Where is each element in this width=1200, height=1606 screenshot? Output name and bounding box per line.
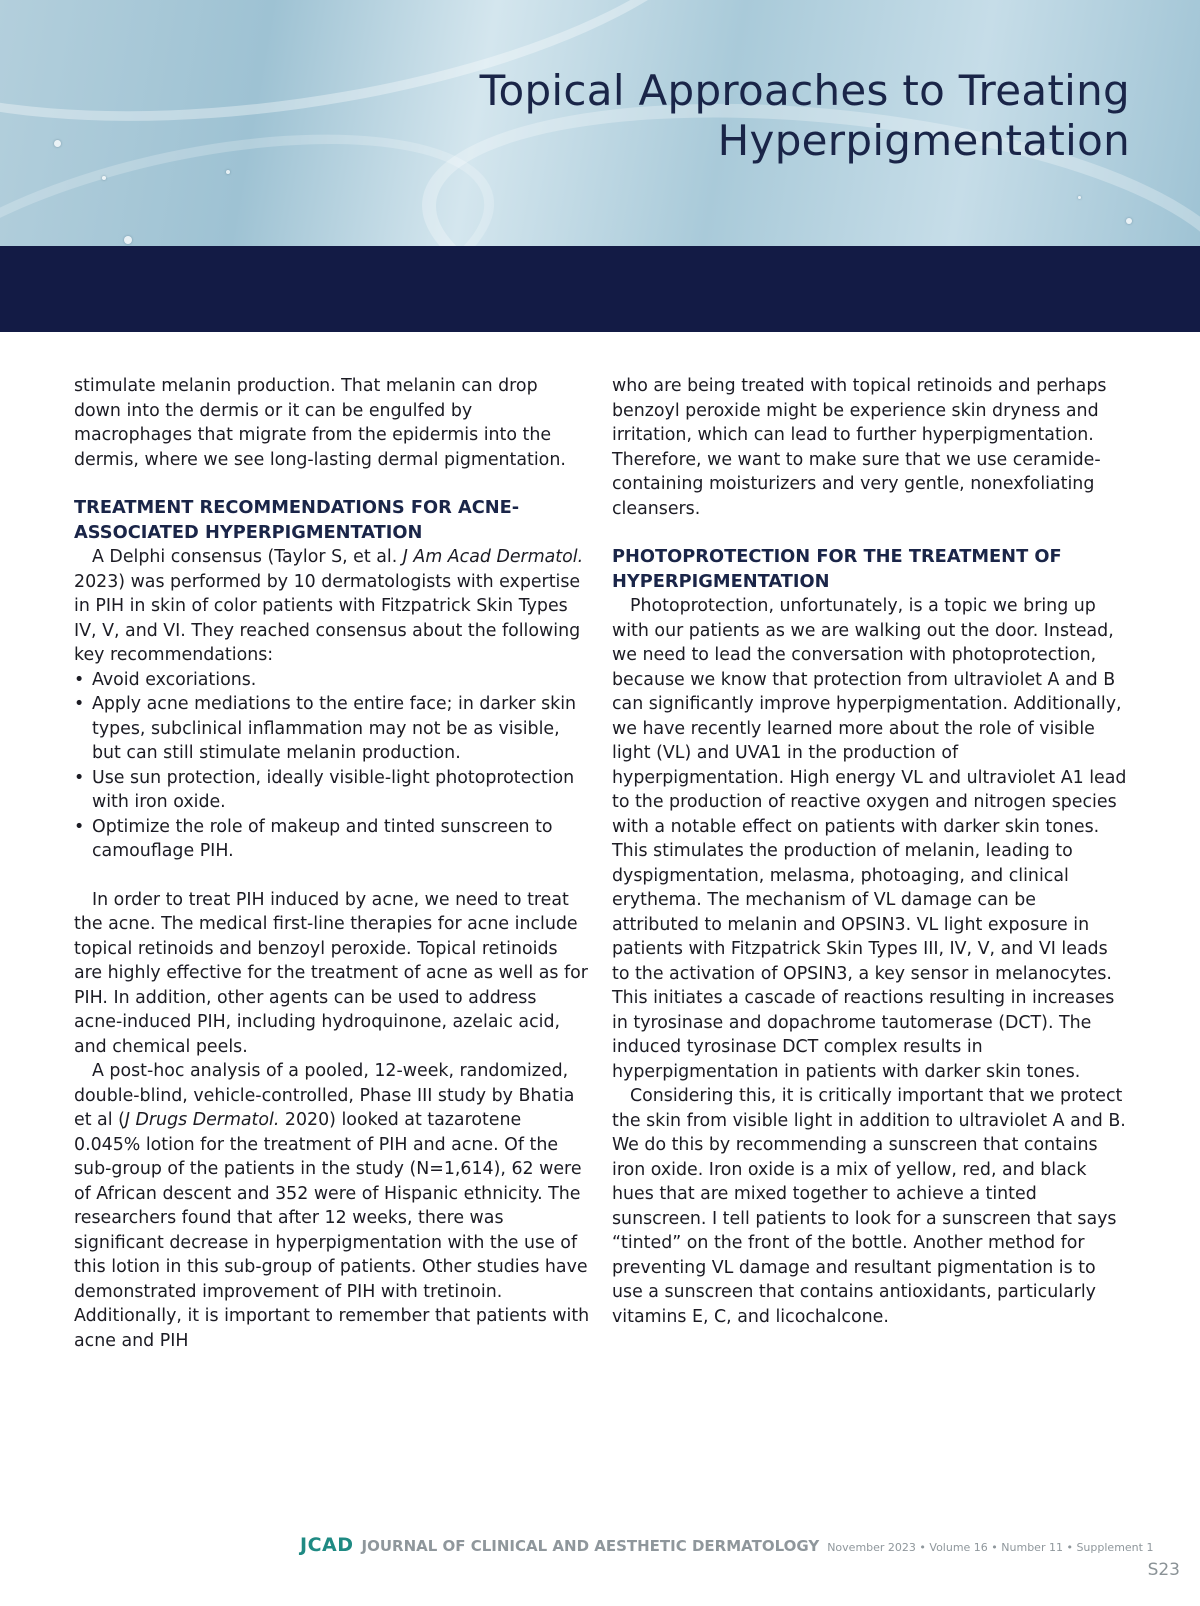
posthoc-citation: J Drugs Dermatol. (124, 1110, 280, 1130)
navy-band (0, 246, 1200, 332)
section-heading-acne: TREATMENT RECOMMENDATIONS FOR ACNE-ASSOCIATED HYPERPIGMENTATION (74, 497, 520, 543)
posthoc-paragraph (74, 1059, 590, 1353)
delphi-text-end: 2023) was performed by 10 dermatologists with expertise in PIH in skin of color patients with Fitzpatrick Skin Types IV, V, and VI. They reached consensus about the following key recommendations: (74, 571, 581, 665)
water-droplet (1078, 196, 1081, 199)
right-column (612, 374, 1128, 1329)
iron-oxide-paragraph: Considering this, it is critically important that we protect the skin from visible light in addition to ultraviolet A and B. We do this by recommending a sunscreen that contains iron oxide. Iron oxide is a mix of yellow, red, and black hues that are mixed together to achieve a tinted sunscreen. I tell patients to look for a sunscreen that says “tinted” on the front of the bottle. Another method for preventing VL damage and resultant pigmentation is to use a sunscreen that contains antioxidants, particularly vitamins E, C, and licochalcone. (612, 1086, 1126, 1327)
title-line-2: Hyperpigmentation (717, 116, 1130, 165)
header-banner (0, 0, 1200, 246)
photoprotection-paragraph: Photoprotection, unfortunately, is a topic we bring up with our patients as we are walking out the door. Instead, we need to lead the conversation with photoprotection, because we know that protection from ultraviolet A and B can significantly improve hyperpigmentation. Additionally, we have recently learned more about the role of visible light (VL) and UVA1 in the production of hyperpigmentation. High energy VL and ultraviolet A1 lead to the production of reactive oxygen and nitrogen species with a notable effect on patients with darker skin tones. This stimulates the production of melanin, leading to dyspigmentation, melasma, photoaging, and clinical erythema. The mechanism of VL damage can be attributed to melanin and OPSIN3. VL light exposure in patients with Fitzpatrick Skin Types III, IV, V, and VI leads to the activation of OPSIN3, a key sensor in melanocytes. This initiates a cascade of reactions resulting in increases in tyrosinase and dopachrome tautomerase (DCT). The induced tyrosinase DCT complex results in hyperpigmentation in patients with darker skin tones. (612, 596, 1127, 1082)
list-item: • Optimize the role of makeup and tinted sunscreen to camouflage PIH. (74, 815, 590, 864)
journal-footer (300, 1534, 1154, 1556)
title-line-1: Topical Approaches to Treating (479, 66, 1130, 115)
right-intro-paragraph: who are being treated with topical retinoids and perhaps benzoyl peroxide might be experience skin dryness and irritation, which can lead to further hyperpigmentation. Therefore, we want to make sure that we use ceramide-containing moisturizers and very gentle, nonexfoliating cleansers. (612, 376, 1107, 519)
issue-info: November 2023 • Volume 16 • Number 11 • Supplement 1 (827, 1541, 1154, 1554)
water-droplet (1126, 218, 1132, 224)
recommendations-list (74, 668, 590, 864)
posthoc-text-end: 2020) looked at tazarotene 0.045% lotion for the treatment of PIH and acne. Of the sub-group of the patients in the study (N=1,614), 62 were of African descent and 352 were of Hispanic ethnicity. The researchers found that after 12 weeks, there was significant decrease in hyperpigmentation with the use of this lotion in this sub-group of patients. Other studies have demonstrated improvement of PIH with tretinoin. Additionally, it is important to remember that patients with acne and PIH (74, 1110, 590, 1351)
posthoc-text-start: A post-hoc analysis of a pooled, 12-week, randomized, double-blind, vehicle-controlled, Phase III study by Bhatia et al ( (74, 1061, 575, 1130)
water-droplet (54, 140, 61, 147)
water-droplet (102, 176, 106, 180)
journal-name: JOURNAL OF CLINICAL AND AESTHETIC DERMATOLOGY (361, 1537, 820, 1555)
left-column (74, 374, 590, 1353)
page-number: S23 (1147, 1560, 1180, 1580)
delphi-text-start: A Delphi consensus (Taylor S, et al. (92, 547, 403, 567)
water-droplet (226, 170, 230, 174)
page-title (480, 66, 1130, 166)
journal-logo: JCAD (300, 1534, 354, 1556)
left-intro-paragraph: stimulate melanin production. That melanin can drop down into the dermis or it can be engulfed by macrophages that migrate from the epidermis into the dermis, where we see long-lasting dermal pigmentation. (74, 376, 566, 470)
section-heading-photoprotection: PHOTOPROTECTION FOR THE TREATMENT OF HYPERPIGMENTATION (612, 546, 1062, 592)
delphi-citation: J Am Acad Dermatol. (402, 547, 584, 567)
list-item: • Avoid excoriations. (74, 668, 590, 693)
delphi-paragraph (74, 545, 590, 668)
list-item: • Use sun protection, ideally visible-light photoprotection with iron oxide. (74, 766, 590, 815)
water-droplet (124, 236, 132, 244)
list-item: • Apply acne mediations to the entire face; in darker skin types, subclinical inflammation may not be as visible, but can still stimulate melanin production. (74, 692, 590, 766)
acne-treatment-paragraph: In order to treat PIH induced by acne, we need to treat the acne. The medical first-line therapies for acne include topical retinoids and benzoyl peroxide. Topical retinoids are highly effective for the treatment of acne as well as for PIH. In addition, other agents can be used to address acne-induced PIH, including hydroquinone, azelaic acid, and chemical peels. (74, 889, 588, 1057)
